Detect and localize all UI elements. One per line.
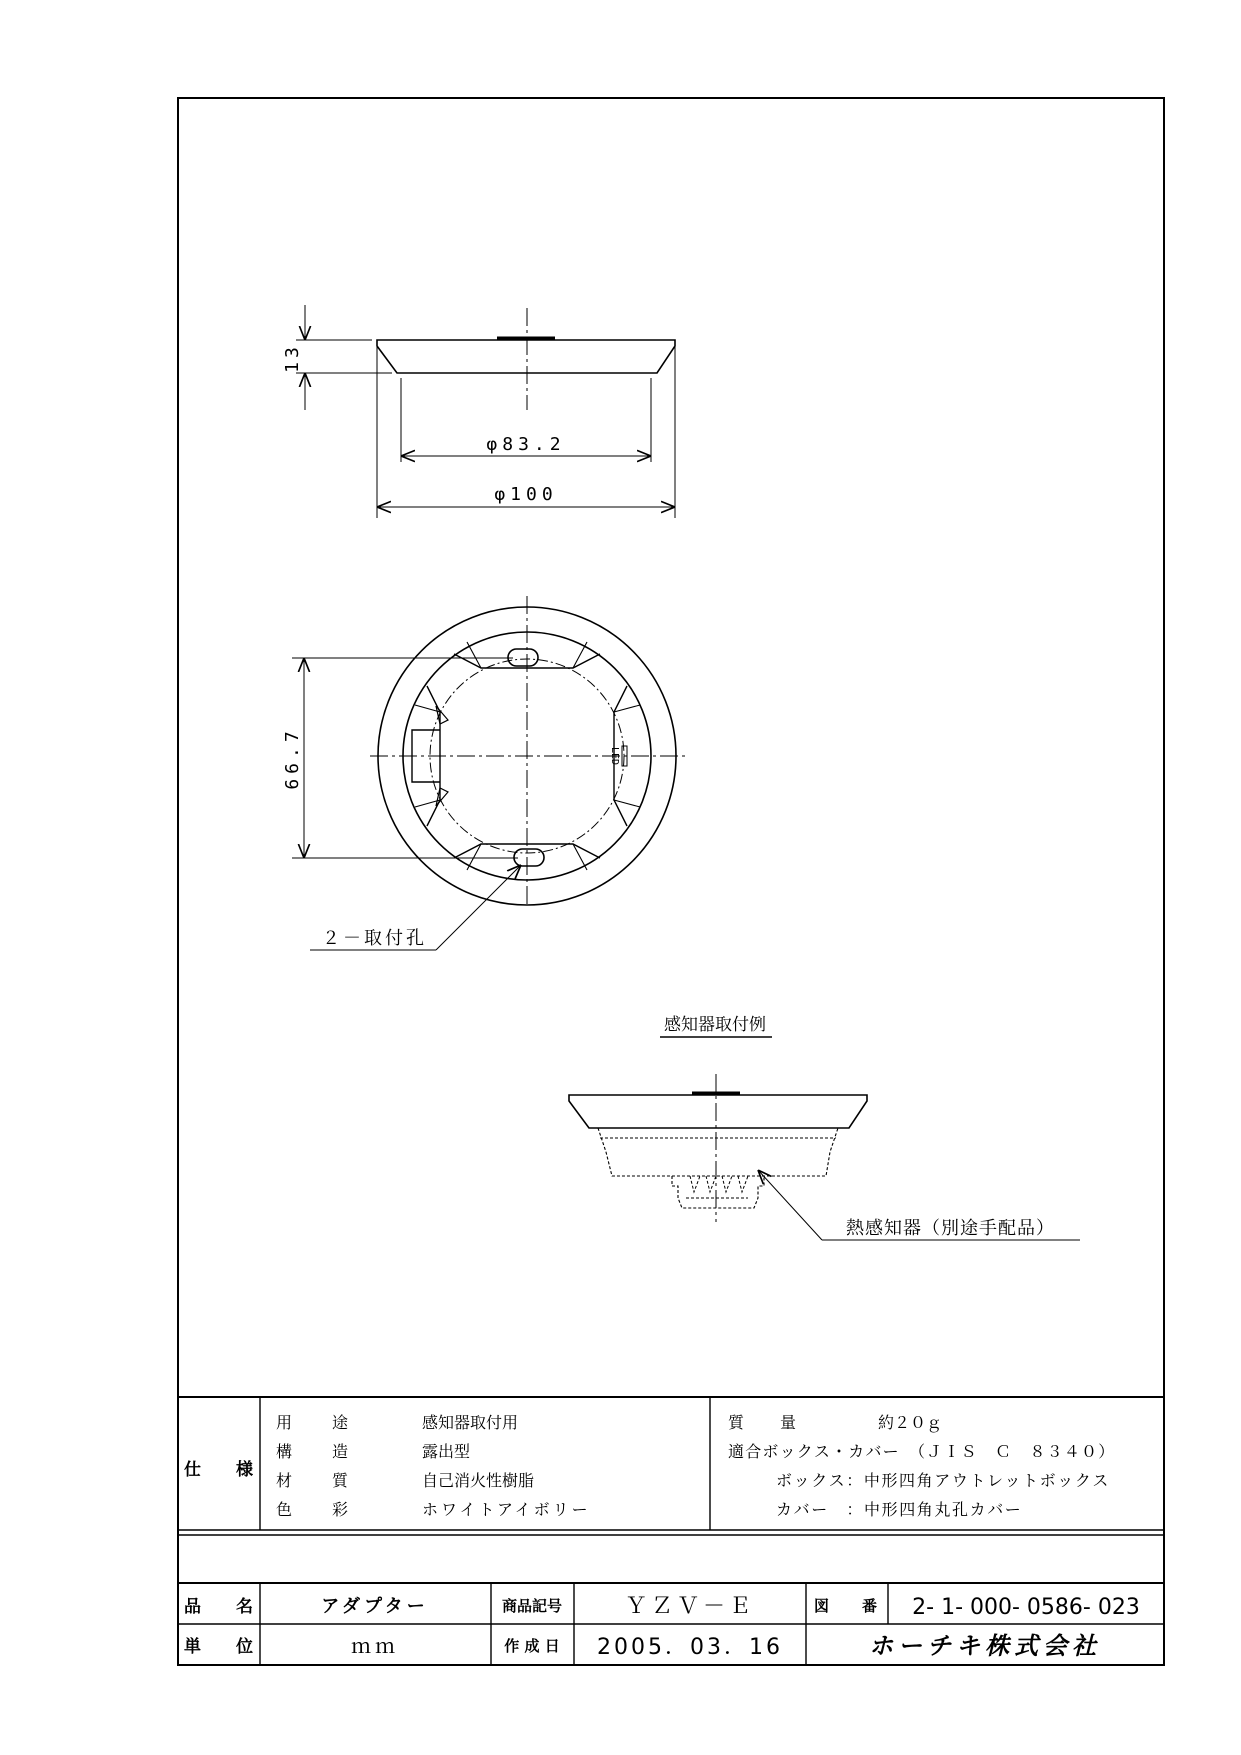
product-code-label: 商品記号 <box>501 1597 563 1615</box>
unit-value: ｍｍ <box>351 1634 399 1658</box>
spec-section-label-1: 仕 <box>184 1460 201 1480</box>
title-block-text <box>184 1594 1140 1660</box>
drawing-number: 2- 1- 000- 0586- 023 <box>912 1595 1140 1620</box>
spec-rows <box>276 1413 591 1519</box>
example-title: 感知器取付例 <box>664 1015 766 1035</box>
unit-key2: 位 <box>236 1637 253 1657</box>
name-key2: 名 <box>236 1597 253 1617</box>
drawing-border <box>178 98 1164 1665</box>
spec-row-3-key1: 材 <box>276 1471 293 1490</box>
spec-row-2-key1: 構 <box>276 1442 293 1461</box>
product-name: アダプター <box>321 1596 429 1617</box>
name-key1: 品 <box>184 1597 201 1617</box>
mass-value: 約２０ｇ <box>878 1413 943 1432</box>
top-view <box>292 596 685 950</box>
spec-row-3-key2: 質 <box>332 1471 349 1490</box>
date-label: 作 成 日 <box>504 1637 560 1655</box>
drawing-no-key2: 番 <box>862 1597 878 1615</box>
spec-row-4-key2: 彩 <box>332 1500 349 1519</box>
cover-line: カバー ：中形四角丸孔カバー <box>776 1500 1023 1519</box>
box-line: ボックス：中形四角アウトレットボックス <box>776 1471 1110 1490</box>
spec-row-2-value: 露出型 <box>422 1442 471 1461</box>
inner-dia-dim-label: φ83.2 <box>486 434 566 455</box>
created-date: 2005．03．16 <box>597 1635 783 1660</box>
spec-box-info <box>728 1413 1115 1519</box>
pitch-dim-label: 66.7 <box>282 726 303 790</box>
spec-row-1-key2: 途 <box>332 1413 349 1432</box>
spec-row-2-key2: 造 <box>332 1442 349 1461</box>
unit-key1: 単 <box>184 1637 201 1657</box>
mount-hole-label: ２－取付孔 <box>322 928 427 949</box>
mass-key1: 質 <box>728 1413 745 1432</box>
outer-dia-dim-label: φ100 <box>494 484 558 505</box>
spec-row-1-value: 感知器取付用 <box>422 1413 519 1432</box>
spec-row-1-key1: 用 <box>276 1413 293 1432</box>
example-view <box>569 1074 1080 1240</box>
spec-row-4-key1: 色 <box>276 1500 293 1519</box>
spec-row-4-value: ホワイトアイボリー <box>422 1500 591 1519</box>
led-mark-label: LED <box>609 746 620 766</box>
company-name: ホーチキ株式会社 <box>869 1632 1101 1660</box>
box-title: 適合ボックス・カバー （ＪＩＳ Ｃ ８３４０） <box>728 1442 1116 1461</box>
product-code: ＹＺＶ－Ｅ <box>624 1594 756 1619</box>
spec-section-label-2: 様 <box>236 1460 253 1480</box>
detector-label: 熱感知器（別途手配品） <box>846 1218 1055 1239</box>
spec-row-3-value: 自己消火性樹脂 <box>422 1471 535 1490</box>
bottom-mount-hole <box>514 849 544 866</box>
mass-key2: 量 <box>780 1413 797 1432</box>
side-view <box>296 305 675 518</box>
drawing-no-key1: 図 <box>814 1597 830 1615</box>
height-dim-label: 13 <box>282 343 303 373</box>
